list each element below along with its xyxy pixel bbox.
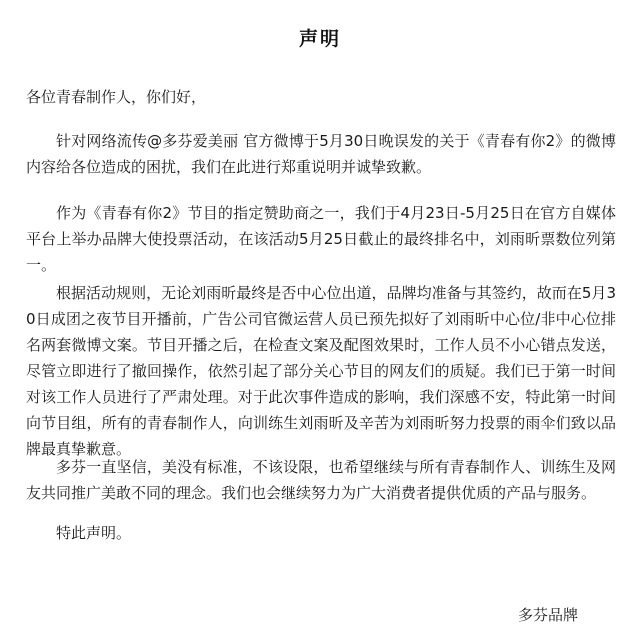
signature-line: 多芬品牌 (517, 606, 578, 624)
paragraph-apology: 针对网络流传@多芬爱美丽 官方微博于5月30日晚误发的关于《青春有你2》的微博内容给各位造成的困扰，我们在此进行郑重说明并诚挚致歉。 (26, 132, 616, 176)
closing-line: 特此声明。 (56, 524, 132, 542)
document-title: 声明 (298, 28, 341, 50)
greeting-line: 各位青春制作人，你们好， (26, 88, 207, 106)
paragraph-brand-belief: 多芬一直坚信，美没有标准，不该设限，也希望继续与所有青春制作人、训练生及网友共同推广美敢不同的理念。我们也会继续努力为广大消费者提供优质的产品与服务。 (26, 458, 616, 502)
paragraph-explanation: 根据活动规则，无论刘雨昕最终是否中心位出道，品牌均准备与其签约，故而在5月30日成团之夜节目开播前，广告公司官微运营人员已预先拟好了刘雨昕中心位/非中心位排名两套微博文案。节目开播之后，在检查文案及配图效果时，工作人员不小心错点发送，尽管立即进行了撤回操作，依然引起了部分关心节目的网友们的质疑。我们已于第一时间对该工作人员进行了严肃处理。对于此次事件造成的影响，我们深感不安，特此第一时间向节目组，所有的青春制作人，向训练生刘雨昕及辛苦为刘雨昕努力投票的雨伞们致以品牌最真挚歉意。 (26, 284, 616, 458)
paragraph-sponsor-vote: 作为《青春有你2》节目的指定赞助商之一，我们于4月23日-5月25日在官方自媒体平台上举办品牌大使投票活动，在该活动5月25日截止的最终排名中，刘雨昕票数位列第一。 (26, 204, 616, 274)
